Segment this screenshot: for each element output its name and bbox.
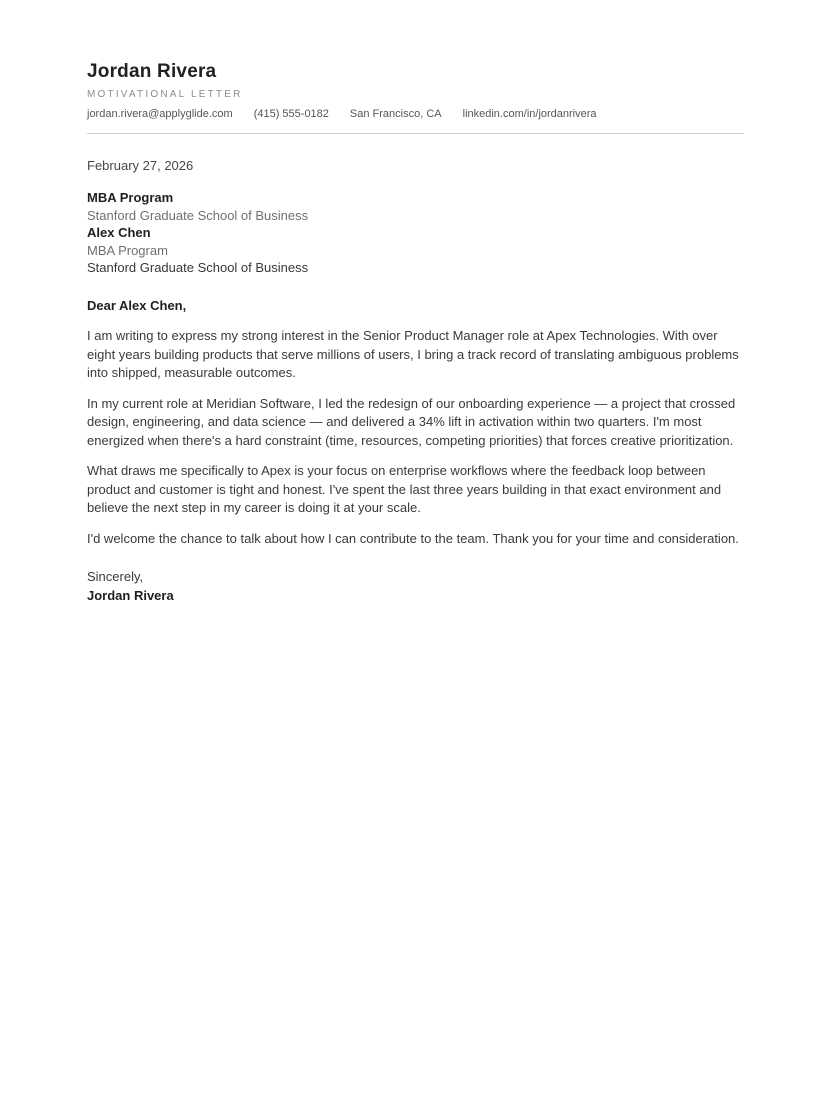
contact-location: San Francisco, CA bbox=[349, 107, 442, 120]
letter-body bbox=[87, 157, 744, 606]
recipient-school: Stanford Graduate School of Business bbox=[87, 207, 309, 223]
paragraph-intro: I am writing to express my strong interest in the Senior Product Manager role at Apex Technologies. With over eight years building products that serve millions of users, I bring a track record of translating ambiguous problems into shipped, measurable outcomes. bbox=[87, 328, 739, 381]
recipient-block bbox=[87, 189, 744, 277]
recipient-program: MBA Program bbox=[87, 190, 174, 206]
recipient-institution: Stanford Graduate School of Business bbox=[87, 260, 309, 276]
closing-phrase: Sincerely, bbox=[87, 569, 144, 585]
signature-block bbox=[87, 568, 744, 605]
salutation: Dear Alex Chen, bbox=[87, 297, 187, 313]
recipient-contact-name: Alex Chen bbox=[87, 225, 151, 241]
document-type-label: MOTIVATIONAL LETTER bbox=[87, 88, 243, 100]
paragraph-experience: In my current role at Meridian Software, I led the redesign of our onboarding experience — a project that crossed design, engineering, and data science — and delivered a 34% lift in activation within two quarters. I'm most energized when there's a hard constraint (time, resources, competing priorities) that forces creative prioritization. bbox=[87, 395, 736, 448]
paragraph-motivation: What draws me specifically to Apex is your focus on enterprise workflows where the feedback loop between product and customer is tight and honest. I've spent the last three years building in that exact environment and believe the next step in my career is doing it at your scale. bbox=[87, 463, 722, 516]
signature-name: Jordan Rivera bbox=[87, 587, 174, 603]
contact-email: jordan.rivera@applyglide.com bbox=[87, 107, 233, 120]
contact-row bbox=[87, 108, 744, 120]
letter-date: February 27, 2026 bbox=[87, 157, 194, 173]
contact-linkedin: linkedin.com/in/jordanrivera bbox=[462, 107, 597, 120]
author-name: Jordan Rivera bbox=[87, 61, 217, 82]
header-divider bbox=[87, 133, 744, 134]
contact-phone: (415) 555-0182 bbox=[253, 107, 329, 120]
recipient-department: MBA Program bbox=[87, 242, 168, 258]
letter-header bbox=[87, 62, 744, 134]
paragraph-closing: I'd welcome the chance to talk about how I can contribute to the team. Thank you for your time and consideration. bbox=[87, 530, 739, 546]
